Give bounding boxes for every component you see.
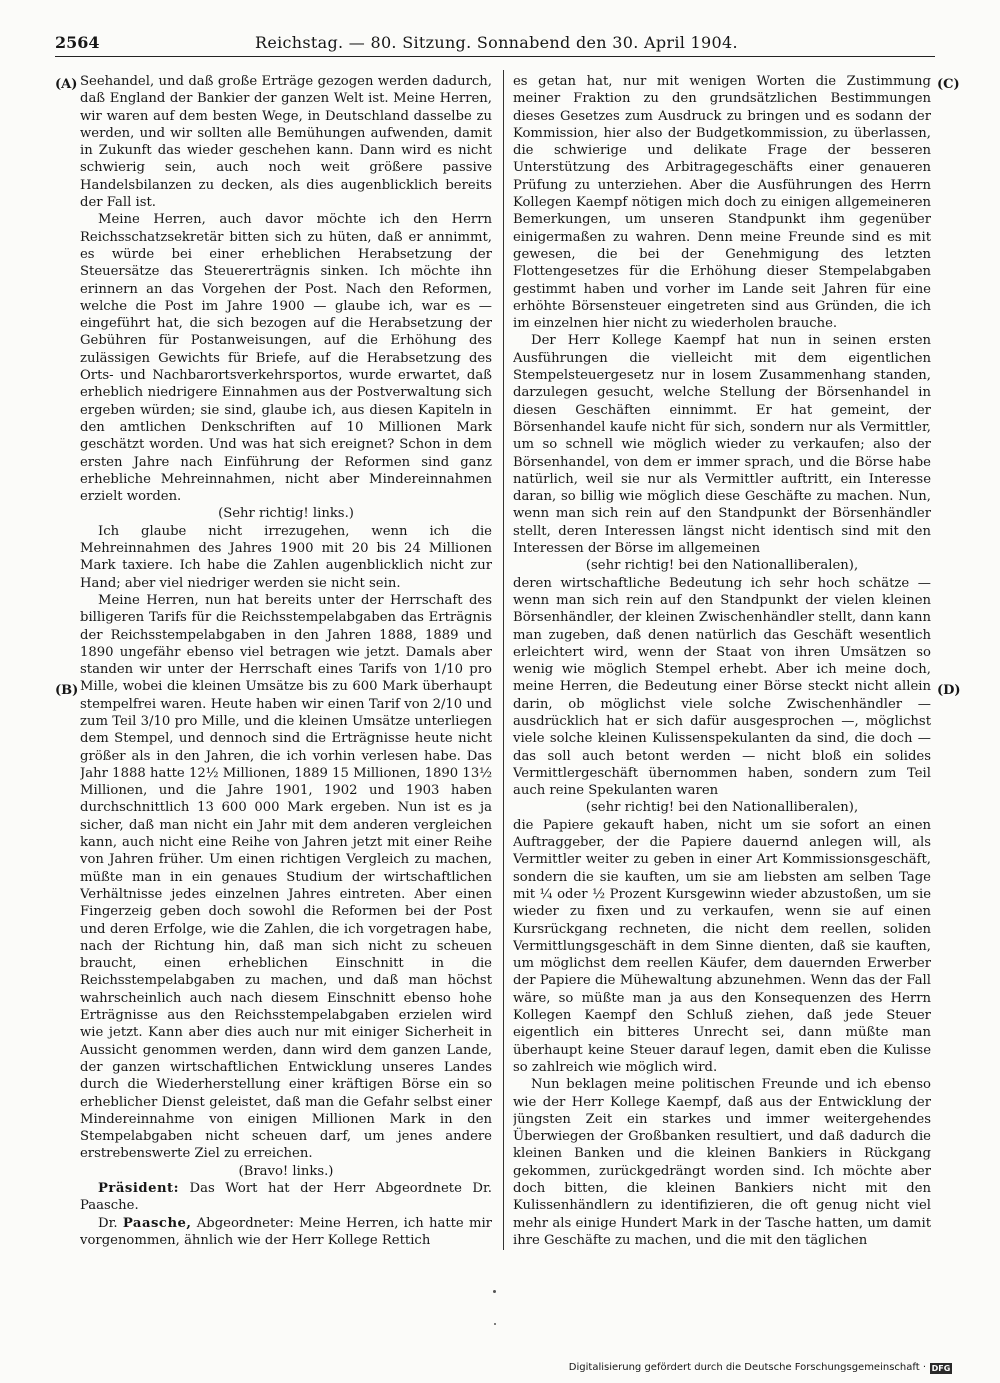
paragraph: Seehandel, und daß große Erträge gezogen werden dadurch, daß England der Bankier der ganzen Welt ist. Meine Herren, wir waren auf dem besten Wege, in Deutschland dasselbe zu werden, und wir sollten alle Bemühungen aufwenden, damit in Zukunft das wieder geschehen kann. Dann wird es nicht schwierig sein, auch noch weit größere passive Handelsbilanzen zu decken, als dies augenblicklich bereits der Fall ist. (80, 74, 492, 211)
paragraph: es getan hat, nur mit wenigen Worten die Zustimmung meiner Fraktion zu den grundsätzlichen Bestimmungen dieses Gesetzes zum Ausdruck zu bringen und es sodann der Kommission, hier also der Budgetkommission, zu überlassen, die schwierige und delikate Frage der besseren Unterstützung des Arbitragegeschäfts einer genaueren Prüfung zu unterziehen. Aber die Ausführungen des Herrn Kollegen Kaempf nötigen mich doch zu einigen allgemeineren Bemerkungen, um unseren Standpunkt ihm gegenüber einigermaßen zu wahren. Denn meine Freunde sind es mit gewesen, die bei der Genehmigung des letzten Flottengesetzes für die Erhöhung dieser Stempelabgaben gestimmt haben und vorher im Lande seit Jahren für eine erhöhte Börsensteuer eingetreten sind aus Gründen, die ich im einzelnen hier nicht zu wiederholen brauche. (513, 74, 931, 332)
margin-marker-c: (C) (937, 77, 960, 92)
print-speck (493, 1290, 496, 1293)
speaker-name: Paasche, (122, 1215, 192, 1231)
column-rule (503, 70, 504, 1250)
speaker-text: Das Wort hat der Herr Abgeordnete Dr. Paasche. (80, 1181, 492, 1214)
footer-credit (569, 1361, 952, 1375)
speaker-paragraph (80, 1180, 492, 1215)
paragraph: deren wirtschaftliche Bedeutung ich sehr hoch schätze — wenn man sich rein auf den Standpunkt der vielen kleinen Börsenhändler, der kleinen Zwischenhändler stellt, dann kann man zugeben, daß denen natürlich das Geschäft wesentlich erleichtert wird, wenn der Staat von ihren Umsätzen so wenig wie möglich Stempel erhebt. Aber ich meine doch, meine Herren, die Bedeutung einer Börse steckt nicht allein darin, ob möglichst viele solche Zwischenhändler — ausdrücklich hat er sich dafür ausgesprochen —, möglichst viele solche kleinen Kulissenspekulanten da sind, die doch — das soll auch betont werden — nicht bloß ein solides Vermittlergeschäft übernommen haben, sondern zum Teil auch reine Spekulanten waren (513, 575, 931, 799)
page-number: 2564 (55, 33, 100, 52)
interjection: (sehr richtig! bei den Nationalliberalen), (585, 558, 859, 574)
paragraph: Ich glaube nicht irrezugehen, wenn ich die Mehreinnahmen des Jahres 1900 mit 20 bis 24 Millionen Mark taxiere. Ich habe die Zahlen augenblicklich nicht zur Hand; aber viel niedriger werden sie nicht sein. (80, 523, 492, 591)
speaker-text: Abgeordneter: Meine Herren, ich hatte mir vorgenommen, ähnlich wie der Herr Kollege Rettich (80, 1215, 492, 1248)
dfg-logo-icon: DFG (931, 1363, 951, 1373)
footer-text: Digitalisierung gefördert durch die Deutsche Forschungsgemeinschaft · (568, 1362, 926, 1373)
paragraph: Der Herr Kollege Kaempf hat nun in seinen ersten Ausführungen die vielleicht mit dem eigentlichen Stempelsteuergesetz nur in losem Zusammenhang standen, darzulegen gesucht, welche Stellung der Börsenhandel in diesen Geschäften einnimmt. Er hat gemeint, der Börsenhandel kaufe nicht für sich, sondern nur als Vermittler, um so schnell wie möglich wieder zu verkaufen; also der Börsenhandel, von dem er immer sprach, und die Börse habe natürlich, weil sie nur als Vermittler auftritt, ein Interesse daran, so billig wie möglich diese Geschäfte zu machen. Nun, wenn man sich rein auf den Standpunkt der Börsenhändler stellt, deren Interessen längst nicht identisch sind mit den Interessen der Börse im allgemeinen (513, 333, 931, 557)
margin-marker-b: (B) (55, 683, 79, 698)
speaker-name: Präsident: (98, 1181, 180, 1196)
right-column (513, 73, 931, 1248)
speaker-title: Dr. (98, 1215, 118, 1231)
paragraph: Meine Herren, auch davor möchte ich den Herrn Reichsschatzsekretär bitten sich zu hüten, daß er annimmt, es würde bei einer erheblichen Herabsetzung der Steuersätze das Steuererträgnis sinken. Ich möchte ihn erinnern an das Vorgehen der Post. Nach den Reformen, welche die Post im Jahre 1900 — glaube ich, war es — eingeführt hat, die sich bezogen auf die Herabsetzung der Gebühren für Postanweisungen, auf die Erhöhung des zulässigen Gewichts für Briefe, auf die Herabsetzung des Orts- und Nachbarortsverkehrsportos, wurde erwartet, daß erheblich niedrigere Einnahmen aus der Postverwaltung sich ergeben würden; sie sind, glaube ich, aus diesen Kapiteln in den amtlichen Denkschriften auf 10 Millionen Mark geschätzt worden. Und was hat sich ereignet? Schon in dem ersten Jahre nach Einführung der Reformen sind ganz erhebliche Mehreinnahmen, nicht aber Mindereinnahmen erzielt worden. (80, 212, 492, 505)
print-speck (494, 1323, 496, 1325)
left-column (80, 73, 492, 1248)
running-title: Reichstag. — 80. Sitzung. Sonnabend den 30. April 1904. (255, 33, 738, 52)
margin-marker-a: (A) (55, 77, 78, 92)
paragraph: die Papiere gekauft haben, nicht um sie sofort an einen Auftraggeber, der die Papiere dauernd anlegen will, als Vermittler weiter zu geben in einer Art Kommissionsgeschäft, sondern die sie kauften, um sie am liebsten am selben Tage mit ¼ oder ½ Prozent Kursgewinn wieder abzustoßen, um sie wieder zu fixen und zu verkaufen, wenn sie auf einen Kursrückgang rechneten, die nicht dem reellen, soliden Vermittlungsgeschäft in dem Sinne dienten, daß sie kauften, um möglichst dem reellen Käufer, dem dauernden Erwerber der Papiere die Mühewaltung abzunehmen. Wenn das der Fall wäre, so müßte man ja aus den Konsequenzen des Herrn Kollegen Kaempf den Schluß ziehen, daß jede Steuer eigentlich ein bitteres Unrecht sei, dann müßte man überhaupt keine Steuer darauf legen, damit eben die Kulisse so zahlreich wie möglich wird. (513, 817, 931, 1075)
interjection: (sehr richtig! bei den Nationalliberalen), (585, 800, 859, 816)
margin-marker-d: (D) (937, 683, 961, 698)
interjection: (Bravo! links.) (238, 1163, 334, 1179)
paragraph: Nun beklagen meine politischen Freunde und ich ebenso wie der Herr Kollege Kaempf, daß aus der Entwicklung der jüngsten Zeit ein starkes und immer weitergehendes Überwiegen der Großbanken resultiert, und daß dadurch die kleinen Banken und die kleinen Bankiers in Rückgang gekommen, zurückgedrängt worden sind. Ich möchte aber doch bitten, die kleinen Bankiers nicht mit den Kulissenhändlern zu identifizieren, die oft genug nicht viel mehr als einige Hundert Mark in der Tasche hatten, um damit ihre Geschäfte zu machen, und die mit den täglichen (513, 1077, 931, 1248)
speaker-paragraph (80, 1215, 492, 1248)
interjection: (Sehr richtig! links.) (218, 506, 354, 522)
page-header (55, 34, 935, 57)
paragraph: Meine Herren, nun hat bereits unter der Herrschaft des billigeren Tarifs für die Reichsstempelabgaben das Erträgnis der Reichsstempelabgaben in den Jahren 1888, 1889 und 1890 ungefähr ebenso viel betragen wie jetzt. Damals aber standen wir unter der Herrschaft eines Tarifs von 1/10 pro Mille, wobei die kleinen Umsätze bis zu 600 Mark überhaupt stempelfrei waren. Heute haben wir einen Tarif von 2/10 und zum Teil 3/10 pro Mille, und die kleinen Umsätze unterliegen dem Stempel, und dennoch sind die Erträgnisse heute nicht größer als in den Jahren, die ich vorhin verlesen habe. Das Jahr 1888 hatte 12½ Millionen, 1889 15 Millionen, 1890 13½ Millionen, und die Jahre 1901, 1902 und 1903 haben durchschnittlich 13 600 000 Mark ergeben. Nun ist es ja sicher, daß man nicht ein Jahr mit dem anderen vergleichen kann, auch nicht eine Reihe von Jahren jetzt mit einer Reihe von Jahren früher. Um einen richtigen Vergleich zu machen, müßte man in ein genaues Studium der wirtschaftlichen Verhältnisse jedes einzelnen Jahres eintreten. Aber einen Fingerzeig geben doch sowohl die Reformen bei der Post und deren Erfolge, wie die Zahlen, die ich vorgetragen habe, nach der Richtung hin, daß man sich nicht zu scheuen braucht, einen erheblichen Einschnitt in die Reichsstempelabgaben zu machen, und daß man höchst wahrscheinlich auch nach diesem Einschnitt ebenso hohe Erträgnisse aus den Reichsstempelabgaben erzielen wird wie jetzt. Kann aber dies auch nur mit einiger Sicherheit in Aussicht genommen werden, dann wird dem ganzen Lande, der ganzen wirtschaftlichen Entwicklung unseres Landes durch die Wiederherstellung einer kräftigen Börse ein so erheblicher Dienst geleistet, daß man die Gefahr selbst einer Mindereinnahme von einigen Millionen Mark in den Stempelabgaben nicht scheuen darf, um jenes andere erstrebenswerte Ziel zu erreichen. (80, 592, 492, 1162)
